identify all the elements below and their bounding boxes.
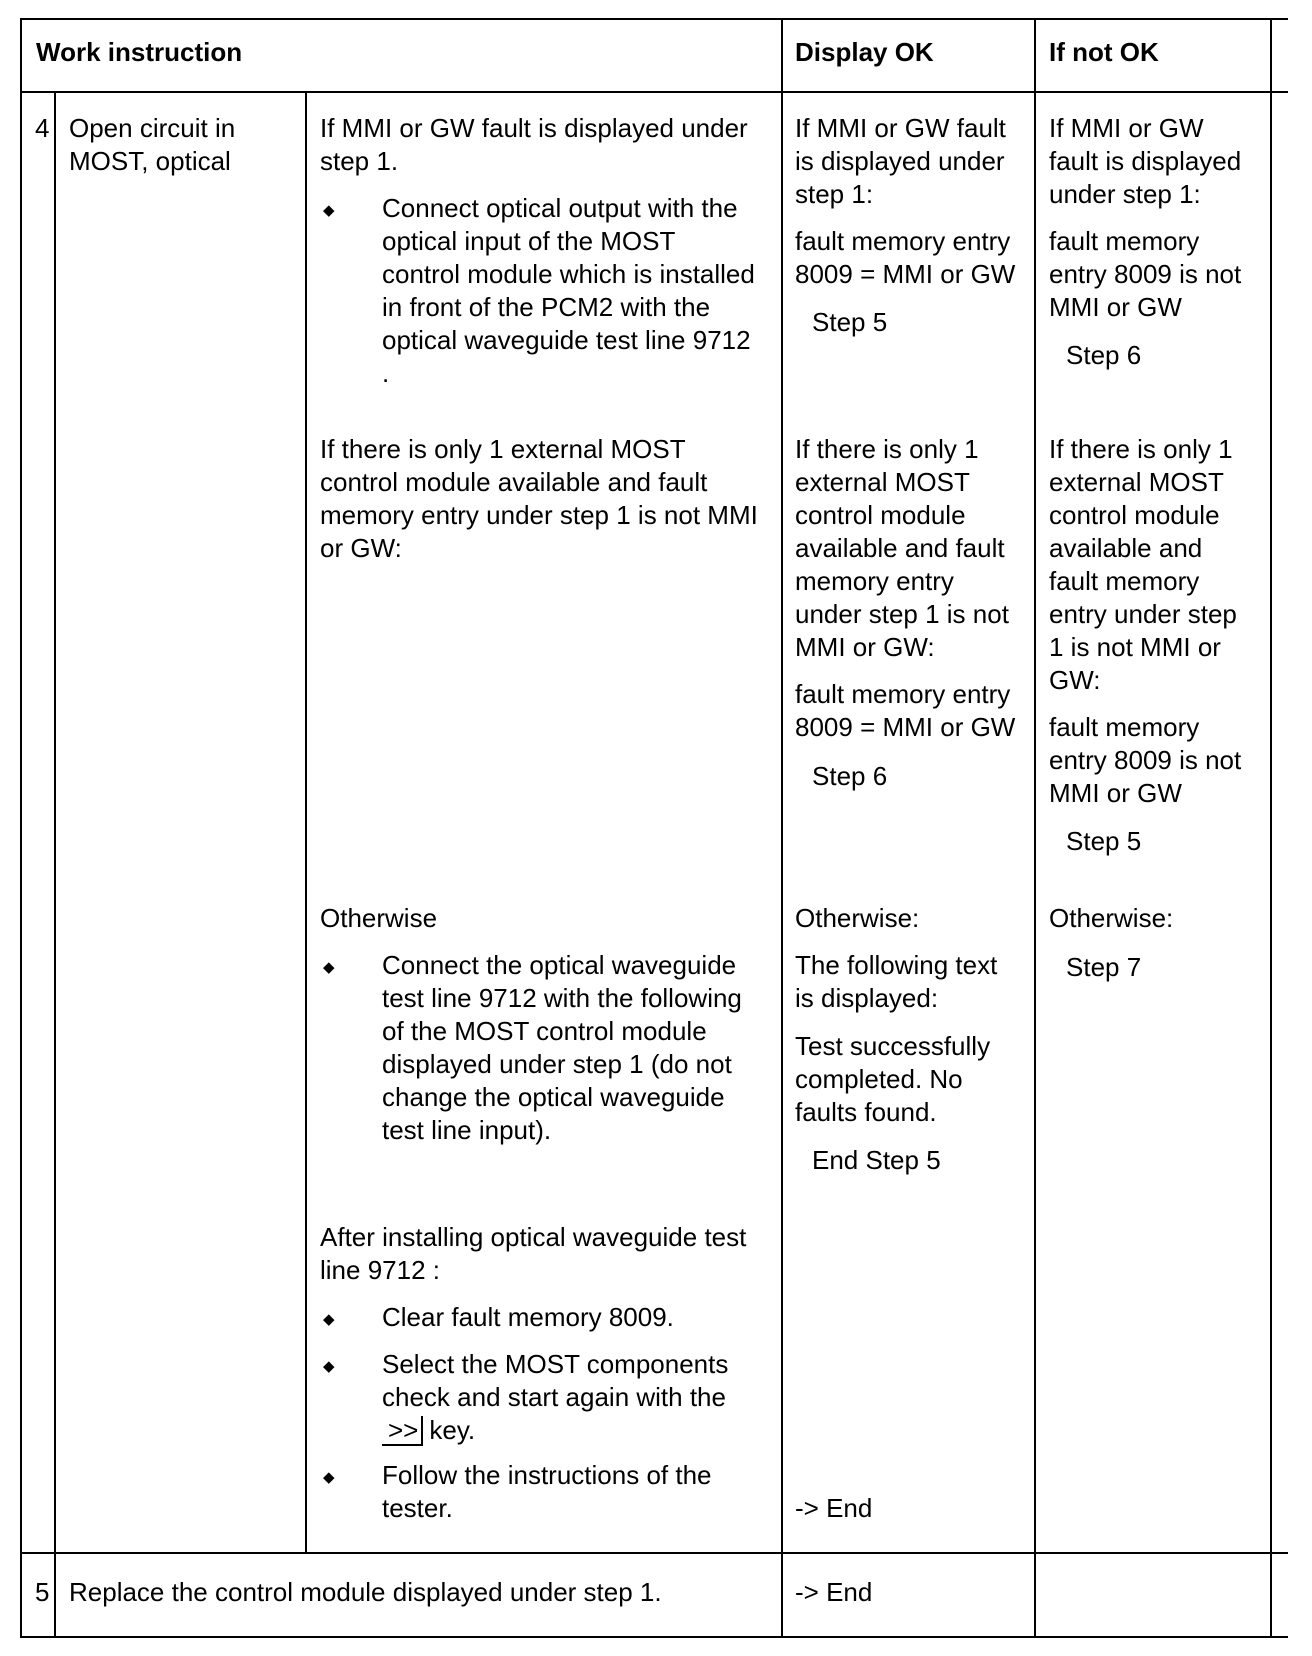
block2-display-ok-line-4: available and fault xyxy=(795,533,1005,563)
block4-bullet-2-line-3 xyxy=(382,1414,475,1448)
block2-display-ok-line-1: If there is only 1 xyxy=(795,434,979,464)
block3-display-ok-text-2: is displayed: xyxy=(795,983,939,1013)
block3-instruction: Otherwise xyxy=(320,903,438,933)
block1-display-ok-entry-2: 8009 = MMI or GW xyxy=(795,259,1016,289)
block1-not-ok-line-1: If MMI or GW xyxy=(1049,113,1204,143)
block1-bullet-line-3: control module which is installed xyxy=(382,259,755,289)
block3-display-ok-step: End Step 5 xyxy=(812,1145,941,1175)
block1-not-ok-entry-3: MMI or GW xyxy=(1049,292,1182,322)
block4-bullet-3-line-1: Follow the instructions of the xyxy=(382,1460,712,1490)
step4-title-line-2: MOST, optical xyxy=(69,146,231,176)
block3-not-ok: Otherwise: xyxy=(1049,903,1174,933)
block2-display-ok-entry-2: 8009 = MMI or GW xyxy=(795,712,1016,742)
block1-bullet-line-5: optical waveguide test line 9712 xyxy=(382,325,751,355)
block2-display-ok-step: Step 6 xyxy=(812,761,888,791)
block2-display-ok-line-5: memory entry xyxy=(795,566,954,596)
block3-bullet-line-3: of the MOST control module xyxy=(382,1016,707,1046)
block2-not-ok-entry-1: fault memory xyxy=(1049,712,1200,742)
step5-instruction: Replace the control module displayed under step 1. xyxy=(69,1577,662,1607)
not-ok-column-border xyxy=(1034,18,1036,1638)
block3-display-ok: Otherwise: xyxy=(795,903,920,933)
block3-display-ok-msg-3: faults found. xyxy=(795,1097,937,1127)
block2-not-ok-step: Step 5 xyxy=(1066,826,1142,856)
block2-not-ok-line-2: external MOST xyxy=(1049,467,1224,497)
block1-not-ok-line-3: under step 1: xyxy=(1049,179,1201,209)
block1-instruction-line-1: If MMI or GW fault is displayed under xyxy=(320,113,748,143)
block1-not-ok-entry-1: fault memory xyxy=(1049,226,1200,256)
block4-bullet-2-line-2: check and start again with the xyxy=(382,1382,726,1412)
block4-instruction-line-2: line 9712 : xyxy=(320,1255,440,1285)
block1-bullet-line-1: Connect optical output with the xyxy=(382,193,738,223)
block2-not-ok-line-8: GW: xyxy=(1049,665,1101,695)
block4-instruction-line-1: After installing optical waveguide test xyxy=(320,1222,747,1252)
block3-display-ok-msg-2: completed. No xyxy=(795,1064,963,1094)
block2-not-ok-entry-2: entry 8009 is not xyxy=(1049,745,1242,775)
table-right-border xyxy=(1270,18,1272,1638)
step4-bottom-border xyxy=(20,1552,1288,1554)
block3-display-ok-msg-1: Test successfully xyxy=(795,1031,991,1061)
block3-bullet-line-2: test line 9712 with the following xyxy=(382,983,742,1013)
bullet-diamond-icon: ◆ xyxy=(323,202,335,219)
block3-bullet-line-4: displayed under step 1 (do not xyxy=(382,1049,732,1079)
block3-bullet-line-6: test line input). xyxy=(382,1115,552,1145)
block2-not-ok-entry-3: MMI or GW xyxy=(1049,778,1182,808)
header-bottom-border xyxy=(20,91,1288,93)
block1-display-ok-line-1: If MMI or GW fault xyxy=(795,113,1006,143)
block1-not-ok-step: Step 6 xyxy=(1066,340,1142,370)
step5-display-ok: -> End xyxy=(795,1577,873,1607)
block1-not-ok-line-2: fault is displayed xyxy=(1049,146,1242,176)
block1-display-ok-step: Step 5 xyxy=(812,307,888,337)
block2-instruction-line-2: control module available and fault xyxy=(320,467,708,497)
block2-display-ok-entry-1: fault memory entry xyxy=(795,679,1011,709)
block4-display-ok: -> End xyxy=(795,1493,873,1523)
bullet-diamond-icon: ◆ xyxy=(323,1469,335,1486)
block1-display-ok-line-3: step 1: xyxy=(795,179,874,209)
header-work-instruction: Work instruction xyxy=(36,37,243,67)
block2-instruction-line-1: If there is only 1 external MOST xyxy=(320,434,686,464)
block2-instruction-line-3: memory entry under step 1 is not MMI xyxy=(320,500,758,530)
step4-number: 4 xyxy=(35,113,50,143)
header-if-not-ok: If not OK xyxy=(1049,37,1159,67)
block3-bullet-line-5: change the optical waveguide xyxy=(382,1082,725,1112)
block2-display-ok-line-6: under step 1 is not xyxy=(795,599,1009,629)
block2-instruction-line-4: or GW: xyxy=(320,533,402,563)
block1-bullet-line-6: . xyxy=(382,358,390,388)
key-suffix: key. xyxy=(429,1415,476,1445)
block1-not-ok-entry-2: entry 8009 is not xyxy=(1049,259,1242,289)
block2-display-ok-line-2: external MOST xyxy=(795,467,970,497)
block1-display-ok-entry-1: fault memory entry xyxy=(795,226,1011,256)
forward-key-icon: >> xyxy=(382,1416,423,1446)
block2-not-ok-line-4: available and xyxy=(1049,533,1203,563)
block1-instruction-line-2: step 1. xyxy=(320,146,399,176)
block2-not-ok-line-5: fault memory xyxy=(1049,566,1200,596)
block2-not-ok-line-7: 1 is not MMI or xyxy=(1049,632,1221,662)
block1-bullet-line-4: in front of the PCM2 with the xyxy=(382,292,711,322)
block2-not-ok-line-3: control module xyxy=(1049,500,1220,530)
display-ok-column-border xyxy=(781,18,783,1638)
bullet-diamond-icon: ◆ xyxy=(323,1358,335,1375)
block1-display-ok-line-2: is displayed under xyxy=(795,146,1005,176)
step5-number: 5 xyxy=(35,1577,50,1607)
block1-bullet-line-2: optical input of the MOST xyxy=(382,226,676,256)
subcolumn-border xyxy=(305,91,307,1554)
table-bottom-border xyxy=(20,1636,1288,1638)
number-column-border xyxy=(54,91,56,1638)
block2-not-ok-line-1: If there is only 1 xyxy=(1049,434,1233,464)
bullet-diamond-icon: ◆ xyxy=(323,959,335,976)
block3-bullet-line-1: Connect the optical waveguide xyxy=(382,950,737,980)
block2-display-ok-line-3: control module xyxy=(795,500,966,530)
block2-display-ok-line-7: MMI or GW: xyxy=(795,632,935,662)
block4-bullet-2-line-1: Select the MOST components xyxy=(382,1349,729,1379)
step4-title-line-1: Open circuit in xyxy=(69,113,236,143)
block3-display-ok-text-1: The following text xyxy=(795,950,998,980)
table-left-border xyxy=(20,18,22,1638)
block4-bullet-1: Clear fault memory 8009. xyxy=(382,1302,674,1332)
header-display-ok: Display OK xyxy=(795,37,934,67)
table-top-border xyxy=(20,18,1288,20)
bullet-diamond-icon: ◆ xyxy=(323,1311,335,1328)
block4-bullet-3-line-2: tester. xyxy=(382,1493,453,1523)
block2-not-ok-line-6: entry under step xyxy=(1049,599,1237,629)
block3-not-ok-step: Step 7 xyxy=(1066,952,1142,982)
